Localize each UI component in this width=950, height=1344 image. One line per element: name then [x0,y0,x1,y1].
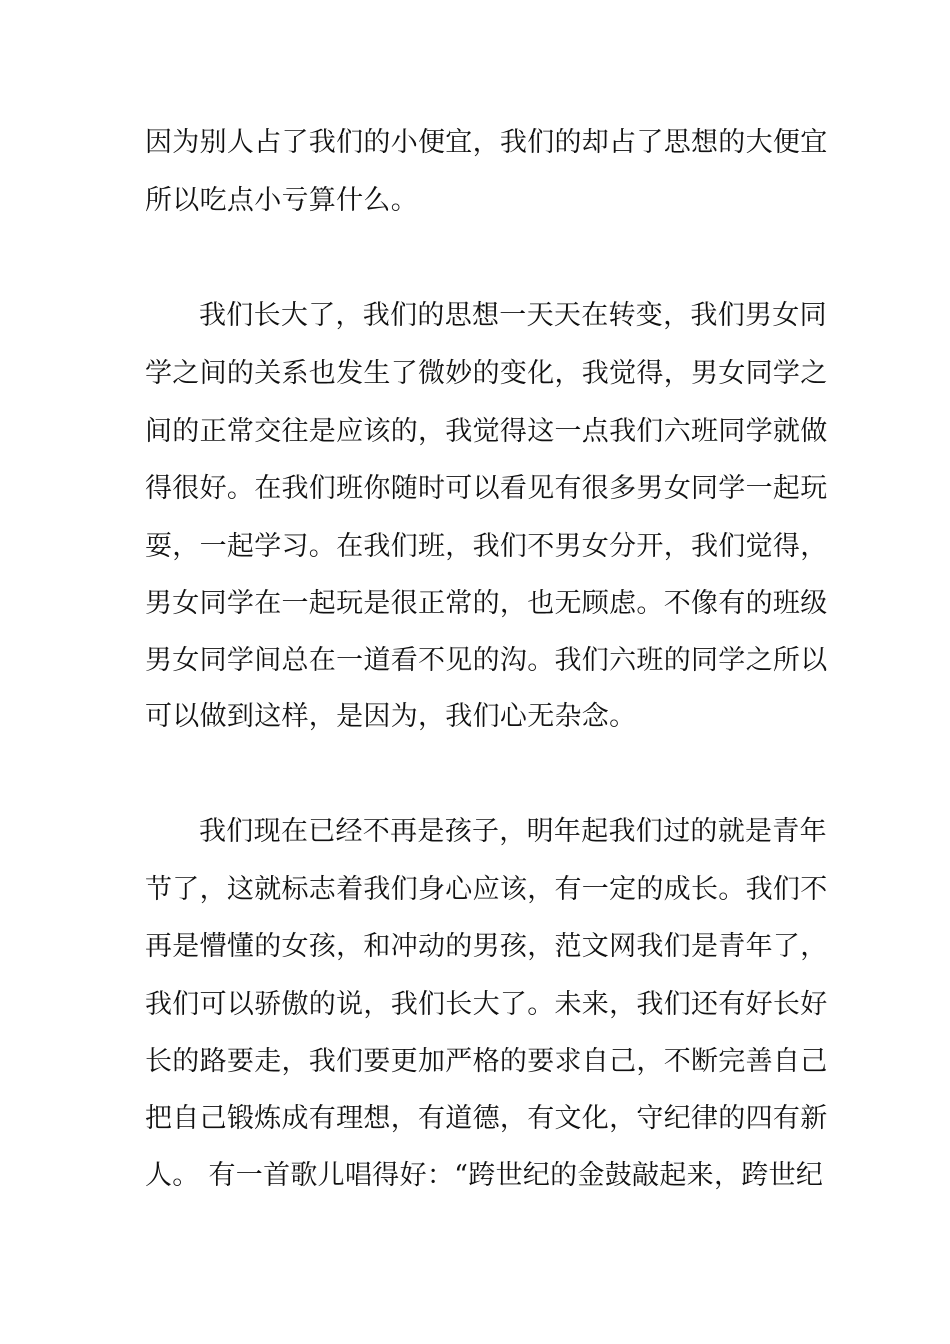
paragraph-3-line-1: 我们现在已经不再是孩子，明年起我们过的就是青年 [199,816,827,847]
paragraph-2-line-1: 我们长大了，我们的思想一天天在转变，我们男女同 [199,300,827,331]
paragraph-2-line-7: 男女同学间总在一道看不见的沟。我们六班的同学之所以 [145,645,828,676]
paragraph-2-line-5: 耍，一起学习。在我们班，我们不男女分开，我们觉得， [145,531,828,562]
paragraph-3-line-2: 节了，这就标志着我们身心应该，有一定的成长。我们不 [145,874,828,905]
paragraph-1-line-1: 因为别人占了我们的小便宜，我们的却占了思想的大便宜 [145,127,828,158]
paragraph-3-line-4: 我们可以骄傲的说，我们长大了。未来，我们还有好长好 [145,989,828,1020]
paragraph-1-line-2: 所以吃点小亏算什么。 [145,185,418,216]
paragraph-2-line-6: 男女同学在一起玩是很正常的，也无顾虑。不像有的班级 [145,588,828,619]
paragraph-2-line-8: 可以做到这样，是因为，我们心无杂念。 [145,701,637,732]
paragraph-3-line-6: 把自己锻炼成有理想，有道德，有文化，守纪律的四有新 [145,1103,828,1134]
paragraph-2-line-3: 间的正常交往是应该的，我觉得这一点我们六班同学就做 [145,416,828,447]
paragraph-3-line-3: 再是懵懂的女孩，和冲动的男孩，范文网我们是青年了， [145,931,828,962]
paragraph-2-line-4: 得很好。在我们班你随时可以看见有很多男女同学一起玩 [145,473,828,504]
paragraph-3-line-7: 人。 有一首歌儿唱得好：“跨世纪的金鼓敲起来，跨世纪 [145,1160,824,1191]
paragraph-2-line-2: 学之间的关系也发生了微妙的变化，我觉得，男女同学之 [145,358,828,389]
paragraph-3-line-5: 长的路要走，我们要更加严格的要求自己，不断完善自己 [145,1046,828,1077]
